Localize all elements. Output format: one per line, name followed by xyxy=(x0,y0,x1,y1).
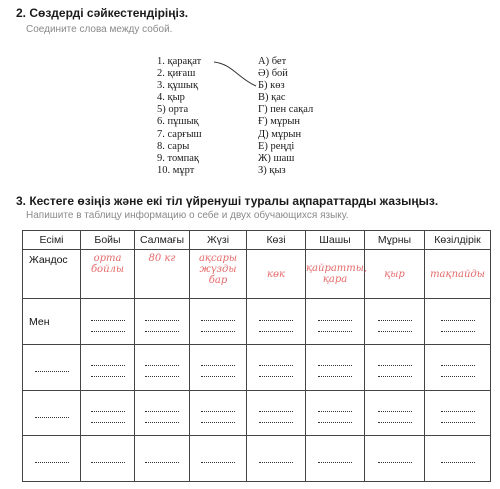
blank-line xyxy=(145,454,179,463)
left-item: 1. қарақат xyxy=(157,56,202,67)
blank-cell[interactable] xyxy=(81,436,135,482)
left-item: 2. қиғаш xyxy=(157,68,196,80)
blank-line xyxy=(441,323,475,332)
blank-cell[interactable] xyxy=(247,436,306,482)
blank-line xyxy=(91,454,125,463)
height-cell: орта бойлы xyxy=(81,249,135,299)
blank-line xyxy=(145,357,179,366)
blank-line xyxy=(201,414,235,423)
blank-line xyxy=(378,368,412,377)
info-table xyxy=(22,230,491,482)
blank-line xyxy=(201,357,235,366)
left-item: 4. қыр xyxy=(157,92,185,104)
header-cell: Жүзі xyxy=(190,231,247,250)
blank-line xyxy=(145,403,179,412)
blank-cell[interactable] xyxy=(365,390,425,436)
table-row-example xyxy=(23,249,491,299)
task2-title: 2. Сөздерді сәйкестендіріңіз. xyxy=(16,6,189,20)
right-item: Б) көз xyxy=(258,80,285,92)
right-item: Г) пен сақал xyxy=(258,104,314,116)
blank-line xyxy=(91,357,125,366)
blank-line xyxy=(318,414,352,423)
blank-cell[interactable] xyxy=(425,299,491,345)
blank-line xyxy=(145,312,179,321)
task3-subtitle: Напишите в таблицу информацию о себе и двух обучающихся языку. xyxy=(26,210,349,221)
blank-cell[interactable] xyxy=(190,436,247,482)
blank-cell[interactable] xyxy=(135,345,190,391)
blank-line xyxy=(441,414,475,423)
blank-line xyxy=(378,312,412,321)
blank-cell[interactable] xyxy=(81,345,135,391)
blank-cell[interactable] xyxy=(425,390,491,436)
blank-cell[interactable] xyxy=(365,436,425,482)
blank-line xyxy=(201,403,235,412)
blank-line xyxy=(259,414,293,423)
blank-line xyxy=(378,323,412,332)
left-item: 3. құшық xyxy=(157,80,199,92)
table-row-me xyxy=(23,299,491,345)
left-item: 8. сары xyxy=(157,140,190,152)
name-cell: Жандос xyxy=(23,249,81,299)
blank-line xyxy=(145,414,179,423)
blank-cell[interactable] xyxy=(135,436,190,482)
face-cell: ақсары жүзды бар xyxy=(190,249,247,299)
blank-line xyxy=(378,414,412,423)
right-item: Е) реңді xyxy=(258,140,295,152)
right-item: В) қас xyxy=(258,92,286,104)
blank-cell[interactable] xyxy=(81,390,135,436)
table-header-row xyxy=(23,231,491,250)
blank-cell[interactable] xyxy=(23,390,81,436)
blank-line xyxy=(441,357,475,366)
blank-cell[interactable] xyxy=(190,299,247,345)
blank-line xyxy=(318,403,352,412)
right-item: Ж) шаш xyxy=(258,152,295,164)
task2-subtitle: Соедините слова между собой. xyxy=(26,24,173,35)
blank-cell[interactable] xyxy=(306,390,365,436)
blank-line xyxy=(259,312,293,321)
left-item: 7. сарғыш xyxy=(157,128,202,140)
left-item: 10. мұрт xyxy=(157,164,195,176)
blank-line xyxy=(145,368,179,377)
right-item: Д) мұрын xyxy=(258,128,302,140)
header-cell: Көзі xyxy=(247,231,306,250)
blank-line xyxy=(318,323,352,332)
blank-line xyxy=(201,312,235,321)
header-cell: Салмағы xyxy=(135,231,190,250)
blank-line xyxy=(441,403,475,412)
blank-cell[interactable] xyxy=(247,299,306,345)
blank-cell[interactable] xyxy=(190,390,247,436)
right-item: З) қыз xyxy=(258,164,286,176)
left-item: 9. томпақ xyxy=(157,152,200,164)
blank-line xyxy=(441,312,475,321)
weight-cell: 80 кг xyxy=(135,249,190,299)
table-row-blank xyxy=(23,436,491,482)
blank-cell[interactable] xyxy=(23,436,81,482)
blank-line xyxy=(259,323,293,332)
match-line xyxy=(0,0,500,200)
right-item: Ә) бой xyxy=(258,68,288,80)
blank-cell[interactable] xyxy=(247,345,306,391)
header-cell: Есімі xyxy=(23,231,81,250)
blank-cell[interactable] xyxy=(135,390,190,436)
blank-line xyxy=(318,368,352,377)
blank-line xyxy=(91,323,125,332)
blank-cell[interactable] xyxy=(135,299,190,345)
nose-cell: қыр xyxy=(365,249,425,299)
name-cell: Мен xyxy=(23,299,81,345)
header-cell: Мұрны xyxy=(365,231,425,250)
header-cell: Бойы xyxy=(81,231,135,250)
blank-line xyxy=(91,414,125,423)
eyes-cell: көк xyxy=(247,249,306,299)
left-item: 5) орта xyxy=(157,104,189,116)
blank-line xyxy=(91,312,125,321)
blank-cell[interactable] xyxy=(365,299,425,345)
blank-line xyxy=(378,403,412,412)
blank-line xyxy=(201,323,235,332)
blank-cell[interactable] xyxy=(365,345,425,391)
right-item: Ғ) мұрын xyxy=(258,116,301,128)
blank-line xyxy=(35,363,69,372)
hair-cell: қайратты, қара xyxy=(306,249,365,299)
blank-line xyxy=(318,454,352,463)
blank-line xyxy=(35,409,69,418)
blank-line xyxy=(259,403,293,412)
blank-line xyxy=(259,454,293,463)
glasses-cell: тақпайды xyxy=(425,249,491,299)
blank-line xyxy=(201,454,235,463)
blank-line xyxy=(145,323,179,332)
blank-line xyxy=(318,312,352,321)
blank-cell[interactable] xyxy=(425,436,491,482)
blank-line xyxy=(35,454,69,463)
task3-title: 3. Кестеге өзіңіз және екі тіл үйренуші туралы ақпараттарды жазыңыз. xyxy=(16,194,439,208)
right-item: А) бет xyxy=(258,56,287,67)
blank-line xyxy=(259,368,293,377)
blank-line xyxy=(91,368,125,377)
blank-cell[interactable] xyxy=(425,345,491,391)
blank-cell[interactable] xyxy=(306,299,365,345)
blank-cell[interactable] xyxy=(306,436,365,482)
blank-line xyxy=(441,454,475,463)
left-item: 6. пұшық xyxy=(157,116,199,128)
table-row-blank xyxy=(23,345,491,391)
blank-line xyxy=(318,357,352,366)
blank-line xyxy=(378,454,412,463)
table-row-blank xyxy=(23,390,491,436)
blank-line xyxy=(259,357,293,366)
blank-cell[interactable] xyxy=(306,345,365,391)
blank-line xyxy=(378,357,412,366)
blank-line xyxy=(91,403,125,412)
blank-cell[interactable] xyxy=(190,345,247,391)
header-cell: Шашы xyxy=(306,231,365,250)
header-cell: Көзілдірік xyxy=(425,231,491,250)
blank-line xyxy=(441,368,475,377)
blank-cell[interactable] xyxy=(23,345,81,391)
blank-cell[interactable] xyxy=(247,390,306,436)
blank-cell[interactable] xyxy=(81,299,135,345)
blank-line xyxy=(201,368,235,377)
